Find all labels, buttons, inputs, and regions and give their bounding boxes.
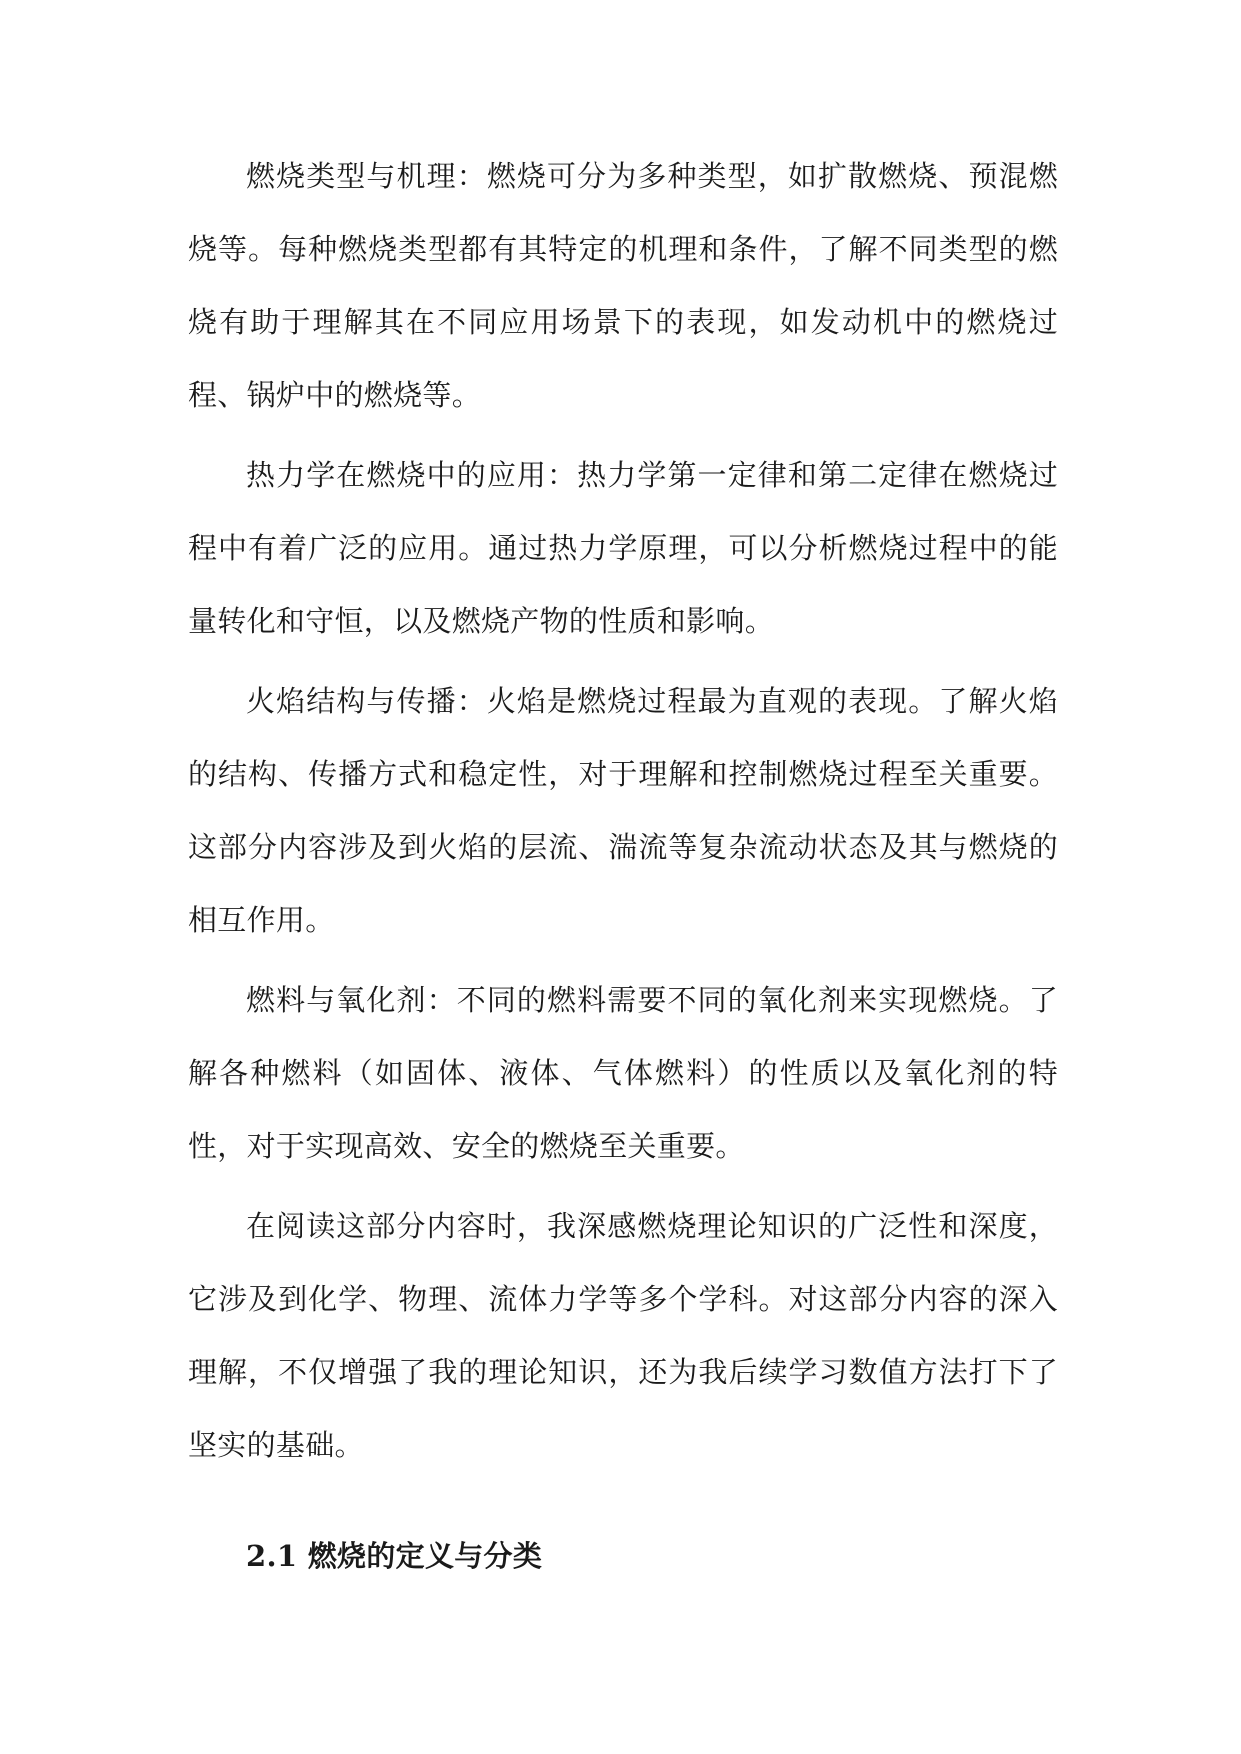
paragraph-reflection: 在阅读这部分内容时，我深感燃烧理论知识的广泛性和深度，它涉及到化学、物理、流体力学等多个学科。对这部分内容的深入理解，不仅增强了我的理论知识，还为我后续学习数值方法打下了坚实的基础。 xyxy=(188,1209,1058,1462)
document-page xyxy=(188,140,1058,1593)
paragraph-thermodynamics: 热力学在燃烧中的应用：热力学第一定律和第二定律在燃烧过程中有着广泛的应用。通过热力学原理，可以分析燃烧过程中的能量转化和守恒，以及燃烧产物的性质和影响。 xyxy=(188,458,1058,638)
paragraph-flame-structure: 火焰结构与传播：火焰是燃烧过程最为直观的表现。了解火焰的结构、传播方式和稳定性，对于理解和控制燃烧过程至关重要。这部分内容涉及到火焰的层流、湍流等复杂流动状态及其与燃烧的相互作用。 xyxy=(188,684,1058,937)
paragraph-fuel-oxidizer: 燃料与氧化剂：不同的燃料需要不同的氧化剂来实现燃烧。了解各种燃料（如固体、液体、气体燃料）的性质以及氧化剂的特性，对于实现高效、安全的燃烧至关重要。 xyxy=(188,983,1058,1163)
section-heading: 2.1 燃烧的定义与分类 xyxy=(246,1539,543,1573)
paragraph-combustion-types: 燃烧类型与机理：燃烧可分为多种类型，如扩散燃烧、预混燃烧等。每种燃烧类型都有其特定的机理和条件，了解不同类型的燃烧有助于理解其在不同应用场景下的表现，如发动机中的燃烧过程、锅炉中的燃烧等。 xyxy=(188,159,1058,412)
